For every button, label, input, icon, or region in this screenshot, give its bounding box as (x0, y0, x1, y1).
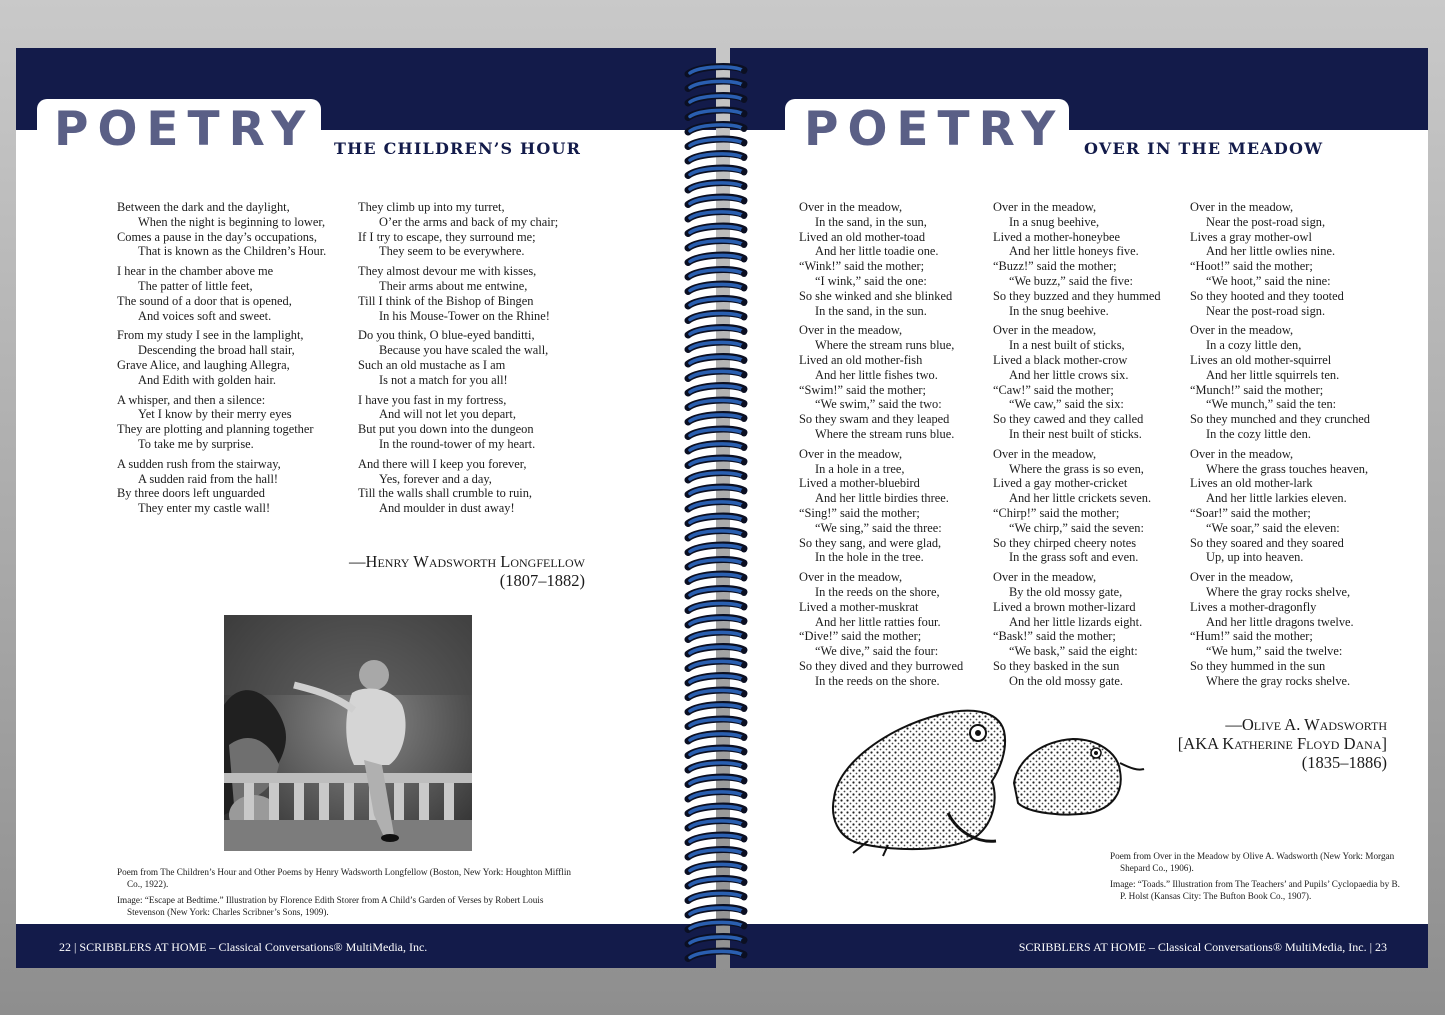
poem-line: “Soar!” said the mother; (1190, 505, 1311, 520)
poem-column-2 (358, 200, 558, 521)
spiral-ring (688, 458, 747, 465)
stanza (993, 200, 1161, 318)
poem-line: And moulder in dust away! (379, 501, 515, 516)
poem-line: A sudden rush from the stairway, (117, 456, 281, 471)
poem-line: Lived a mother-muskrat (799, 599, 919, 614)
poem-line: “We buzz,” said the five: (1009, 273, 1133, 288)
stanza (799, 323, 963, 441)
poem-line: And there will I keep you forever, (358, 456, 527, 471)
stanza (799, 200, 963, 318)
poem-line: Over in the meadow, (1190, 200, 1294, 214)
poem-line: Lived a mother-bluebird (799, 476, 920, 491)
poem-line: And her little birdies three. (815, 491, 949, 506)
poem-line: Because you have scaled the wall, (379, 343, 549, 358)
poem-line: So she winked and she blinked (799, 288, 953, 303)
poem-line: And her little fishes two. (815, 367, 938, 382)
poem-credit: Poem from The Children’s Hour and Other Poems by Henry Wadsworth Longfellow (Boston, New York: Houghton Mifflin Co., 1922). (117, 867, 572, 889)
poem-line: Till I think of the Bishop of Bingen (358, 293, 534, 308)
spiral-ring (688, 734, 747, 741)
stanza (1190, 447, 1370, 565)
poem-line: “Swim!” said the mother; (799, 382, 926, 397)
poem-line: Lived a gay mother-cricket (993, 476, 1128, 491)
poem-line: They enter my castle wall! (138, 501, 271, 516)
spiral-ring (688, 574, 747, 581)
spiral-ring (688, 864, 747, 871)
spiral-ring (688, 371, 747, 378)
poem-line: “We swim,” said the two: (815, 397, 942, 412)
poem-line: So they buzzed and they hummed (993, 288, 1161, 303)
poem-line: And her little ratties four. (815, 614, 941, 629)
author-name: —Henry Wadsworth Longfellow (349, 552, 585, 571)
illustration-toads (828, 703, 1146, 858)
poem-line: Over in the meadow, (993, 570, 1097, 585)
spiral-ring (688, 632, 747, 639)
poem-line: Yet I know by their merry eyes (138, 407, 292, 422)
poem-line: “We bask,” said the eight: (1009, 644, 1138, 659)
poem-line: I have you fast in my fortress, (358, 392, 507, 407)
spiral-ring (688, 125, 747, 132)
poem-line: In the hole in the tree. (815, 550, 924, 565)
poem-line: They are plotting and planning together (117, 422, 314, 437)
poem-line: So they munched and they crunched (1190, 412, 1370, 427)
poem-line: Such an old mustache as I am (358, 357, 506, 372)
stanza (799, 447, 963, 565)
poem-line: I hear in the chamber above me (117, 264, 274, 279)
poem-line: In the reeds on the shore, (815, 584, 940, 599)
spiral-ring (688, 415, 747, 422)
image-credit: Image: “Escape at Bedtime.” Illustration by Florence Edith Storer from A Child’s Garden of Verses by Robert Louis Stevenson (New York: Charles Scribner’s Sons, 1909). (117, 895, 544, 917)
spiral-ring (688, 937, 747, 944)
poem-line: “We hum,” said the twelve: (1206, 644, 1343, 659)
poem-line: Where the stream runs blue. (815, 426, 955, 441)
spiral-ring (688, 400, 747, 407)
poem-line: Near the post-road sign. (1206, 303, 1326, 318)
spiral-ring (688, 922, 747, 929)
spiral-ring (688, 618, 747, 625)
stanza (358, 200, 558, 259)
spiral-ring (688, 502, 747, 509)
spiral-ring (688, 183, 747, 190)
spiral-ring (688, 705, 747, 712)
poem-line: So they soared and they soared (1190, 535, 1344, 550)
poem-line: But put you down into the dungeon (358, 422, 534, 437)
poem-line: And will not let you depart, (379, 407, 516, 422)
poem-line: The sound of a door that is opened, (117, 293, 292, 308)
poem-column-3 (1190, 200, 1370, 694)
poem-line: A whisper, and then a silence: (117, 392, 266, 407)
poem-line: Do you think, O blue-eyed banditti, (358, 328, 535, 343)
spiral-ring (688, 763, 747, 770)
poem-credit: Poem from Over in the Meadow by Olive A. Wadsworth (New York: Morgan Shepard Co., 1906). (1110, 851, 1395, 873)
spiral-ring (688, 487, 747, 494)
poem-line: If I try to escape, they surround me; (358, 229, 536, 244)
poem-line: “We munch,” said the ten: (1206, 397, 1337, 412)
stanza (1190, 323, 1370, 441)
poem-line: Over in the meadow, (993, 323, 1097, 338)
spiral-ring (688, 328, 747, 335)
spiral-ring (688, 197, 747, 204)
poem-line: And her little honeys five. (1009, 244, 1139, 259)
stanza (358, 328, 558, 387)
poem-line: “Chirp!” said the mother; (993, 505, 1120, 520)
stanza (117, 264, 326, 323)
right-page (730, 48, 1428, 968)
poem-line: The patter of little feet, (138, 278, 253, 293)
poem-line: So they chirped cheery notes (993, 535, 1137, 550)
poem-line: By the old mossy gate, (1009, 584, 1123, 599)
poem-line: Over in the meadow, (993, 446, 1097, 461)
poem-line: “Caw!” said the mother; (993, 382, 1114, 397)
poem-line: In the sand, in the sun. (815, 303, 927, 318)
credits (117, 866, 577, 922)
poem-line: They almost devour me with kisses, (358, 264, 537, 279)
poem-line: And her little toadie one. (815, 244, 939, 259)
section-heading: POETRY (54, 102, 315, 157)
spiral-ring (688, 342, 747, 349)
poem-line: That is known as the Children’s Hour. (138, 244, 327, 259)
spiral-ring (688, 719, 747, 726)
section-heading: POETRY (804, 102, 1065, 157)
poem-line: “Wink!” said the mother; (799, 259, 925, 274)
poem-line: When the night is beginning to lower, (138, 214, 326, 229)
stanza (117, 328, 326, 387)
poem-line: Over in the meadow, (1190, 446, 1294, 461)
spiral-ring (688, 676, 747, 683)
poem-line: “Dive!” said the mother; (799, 629, 922, 644)
poem-line: And her little crows six. (1009, 367, 1129, 382)
poem-line: Lived an old mother-toad (799, 229, 926, 244)
spiral-ring (688, 241, 747, 248)
illustration-child-on-balustrade (224, 615, 472, 851)
spiral-ring (688, 531, 747, 538)
spiral-ring (688, 951, 747, 958)
spiral-ring (688, 139, 747, 146)
poem-line: Lives a gray mother-owl (1190, 229, 1312, 244)
poem-line: In a hole in a tree, (815, 461, 905, 476)
poem-line: Over in the meadow, (993, 200, 1097, 214)
stanza (117, 457, 326, 516)
poem-line: To take me by surprise. (138, 436, 254, 451)
poem-line: In the sand, in the sun, (815, 214, 927, 229)
poem-attribution (1178, 715, 1387, 772)
poem-line: Lives an old mother-lark (1190, 476, 1313, 491)
poem-line: Over in the meadow, (1190, 570, 1294, 585)
poem-line: Grave Alice, and laughing Allegra, (117, 357, 290, 372)
page-footer: 22 | SCRIBBLERS AT HOME – Classical Conversations® MultiMedia, Inc. (59, 940, 428, 954)
poem-line: In a nest built of sticks, (1009, 338, 1125, 353)
poem-line: So they cawed and they called (993, 412, 1144, 427)
spiral-ring (688, 299, 747, 306)
spiral-ring (688, 589, 747, 596)
poem-line: So they hooted and they tooted (1190, 288, 1344, 303)
poem-line: “We chirp,” said the seven: (1009, 520, 1144, 535)
poem-line: From my study I see in the lamplight, (117, 328, 304, 343)
poem-line: “We dive,” said the four: (815, 644, 939, 659)
poem-line: In a cozy little den, (1206, 338, 1302, 353)
spiral-ring (688, 357, 747, 364)
stanza (117, 200, 326, 259)
spiral-ring (688, 212, 747, 219)
poem-line: Up, up into heaven. (1206, 550, 1304, 565)
poem-line: Their arms about me entwine, (379, 278, 528, 293)
spiral-ring (688, 647, 747, 654)
poem-line: “Hum!” said the mother; (1190, 629, 1313, 644)
poem-line: “Sing!” said the mother; (799, 505, 920, 520)
spiral-ring (688, 67, 747, 74)
poem-line: Lived an old mother-fish (799, 352, 923, 367)
spiral-ring (688, 154, 747, 161)
spiral-ring (688, 908, 747, 915)
poem-line: In the grass soft and even. (1009, 550, 1139, 565)
left-page (16, 48, 716, 968)
spiral-ring (688, 603, 747, 610)
poem-line: Lived a mother-honeybee (993, 229, 1121, 244)
poem-line: Over in the meadow, (1190, 323, 1294, 338)
poem-line: And her little owlies nine. (1206, 244, 1336, 259)
stanza (358, 457, 558, 516)
poem-line: So they basked in the sun (993, 658, 1120, 673)
spiral-ring (688, 850, 747, 857)
poem-attribution (349, 552, 585, 590)
poem-line: Over in the meadow, (799, 570, 903, 585)
page-footer: SCRIBBLERS AT HOME – Classical Conversations® MultiMedia, Inc. | 23 (1018, 940, 1387, 954)
poem-line: So they hummed in the sun (1190, 658, 1326, 673)
poem-line: “Buzz!” said the mother; (993, 259, 1117, 274)
author-name: —Olive A. Wadsworth (1225, 715, 1387, 734)
poem-line: Till the walls shall crumble to ruin, (358, 486, 533, 501)
poem-line: Over in the meadow, (799, 323, 903, 338)
spiral-ring (688, 690, 747, 697)
poem-line: And her little crickets seven. (1009, 491, 1152, 506)
poem-line: On the old mossy gate. (1009, 673, 1123, 688)
poem-column-1 (799, 200, 963, 694)
poem-line: So they dived and they burrowed (799, 658, 964, 673)
spiral-ring (688, 168, 747, 175)
poem-line: They seem to be everywhere. (379, 244, 525, 259)
poem-column-1 (117, 200, 326, 521)
stanza (1190, 570, 1370, 688)
poem-line: Where the grass touches heaven, (1206, 461, 1369, 476)
spiral-ring (688, 429, 747, 436)
poem-line: And her little dragons twelve. (1206, 614, 1354, 629)
poem-line: “I wink,” said the one: (815, 273, 927, 288)
poem-line: In the round-tower of my heart. (379, 436, 536, 451)
spiral-ring (688, 806, 747, 813)
poem-line: “We caw,” said the six: (1009, 397, 1124, 412)
spiral-ring (688, 545, 747, 552)
poem-line: Over in the meadow, (799, 200, 903, 214)
poem-line: Over in the meadow, (799, 446, 903, 461)
spiral-binding (678, 60, 758, 965)
stanza (799, 570, 963, 688)
poem-line: In a snug beehive, (1009, 214, 1100, 229)
poem-line: Lived a brown mother-lizard (993, 599, 1136, 614)
poem-line: A sudden raid from the hall! (138, 471, 279, 486)
stanza (993, 447, 1161, 565)
spiral-ring (688, 661, 747, 668)
poem-line: And her little squirrels ten. (1206, 367, 1340, 382)
poem-line: They climb up into my turret, (358, 200, 505, 214)
poem-line: Lives a mother-dragonfly (1190, 599, 1317, 614)
spiral-ring (688, 473, 747, 480)
spiral-ring (688, 226, 747, 233)
poem-line: “We hoot,” said the nine: (1206, 273, 1331, 288)
poem-line: And her little lizards eight. (1009, 614, 1143, 629)
author-aka: [AKA Katherine Floyd Dana] (1177, 734, 1387, 753)
spiral-ring (688, 386, 747, 393)
poem-line: “Bask!” said the mother; (993, 629, 1116, 644)
poem-line: Between the dark and the daylight, (117, 200, 290, 214)
spiral-ring (688, 893, 747, 900)
spiral-ring (688, 110, 747, 117)
poem-line: Lives an old mother-squirrel (1190, 352, 1332, 367)
spiral-ring (688, 560, 747, 567)
spiral-ring (688, 255, 747, 262)
poem-line: And Edith with golden hair. (138, 372, 277, 387)
poem-title: THE CHILDREN’S HOUR (334, 139, 582, 158)
poem-line: Is not a match for you all! (379, 372, 508, 387)
spiral-ring (688, 444, 747, 451)
spiral-ring (688, 748, 747, 755)
stanza (993, 323, 1161, 441)
poem-line: By three doors left unguarded (117, 486, 265, 501)
credits (1110, 850, 1400, 906)
poem-line: In the reeds on the shore. (815, 673, 940, 688)
spiral-ring (688, 821, 747, 828)
poem-line: O’er the arms and back of my chair; (379, 214, 559, 229)
stanza (358, 264, 558, 323)
poem-line: Descending the broad hall stair, (138, 343, 295, 358)
poem-line: “Hoot!” said the mother; (1190, 259, 1313, 274)
spiral-ring (688, 835, 747, 842)
poem-line: Where the grass is so even, (1009, 461, 1144, 476)
author-years: (1807–1882) (499, 571, 585, 590)
poem-line: In the snug beehive. (1009, 303, 1109, 318)
stanza (117, 393, 326, 452)
poem-line: Where the gray rocks shelve. (1206, 673, 1351, 688)
poem-line: And voices soft and sweet. (138, 308, 272, 323)
poem-line: Yes, forever and a day, (379, 471, 492, 486)
author-years: (1835–1886) (1301, 753, 1387, 772)
spiral-ring (688, 879, 747, 886)
spiral-ring (688, 284, 747, 291)
poem-line: Near the post-road sign, (1206, 214, 1326, 229)
spiral-ring (688, 777, 747, 784)
poem-line: “We soar,” said the eleven: (1206, 520, 1340, 535)
poem-column-2 (993, 200, 1161, 694)
poem-line: In the cozy little den. (1206, 426, 1311, 441)
stanza (993, 570, 1161, 688)
spiral-ring (688, 792, 747, 799)
spiral-ring (688, 81, 747, 88)
image-credit: Image: “Toads.” Illustration from The Teachers’ and Pupils’ Cyclopaedia by B. P. Holst (Kansas City: The Bufton Book Co., 1907). (1110, 879, 1400, 901)
stanza (358, 393, 558, 452)
spiral-ring (688, 96, 747, 103)
poem-line: So they sang, and were glad, (799, 535, 942, 550)
spiral-ring (688, 270, 747, 277)
spiral-ring (688, 516, 747, 523)
poem-line: In his Mouse-Tower on the Rhine! (379, 308, 550, 323)
poem-title: OVER IN THE MEADOW (1084, 139, 1324, 158)
poem-line: Where the stream runs blue, (815, 338, 955, 353)
poem-line: So they swam and they leaped (799, 412, 950, 427)
poem-line: In their nest built of sticks. (1009, 426, 1142, 441)
stanza (1190, 200, 1370, 318)
spiral-ring (688, 313, 747, 320)
poem-line: Where the gray rocks shelve, (1206, 584, 1351, 599)
poem-line: “We sing,” said the three: (815, 520, 942, 535)
poem-line: “Munch!” said the mother; (1190, 382, 1324, 397)
poem-line: Lived a black mother-crow (993, 352, 1128, 367)
poem-line: And her little larkies eleven. (1206, 491, 1347, 506)
poem-line: Comes a pause in the day’s occupations, (117, 229, 317, 244)
